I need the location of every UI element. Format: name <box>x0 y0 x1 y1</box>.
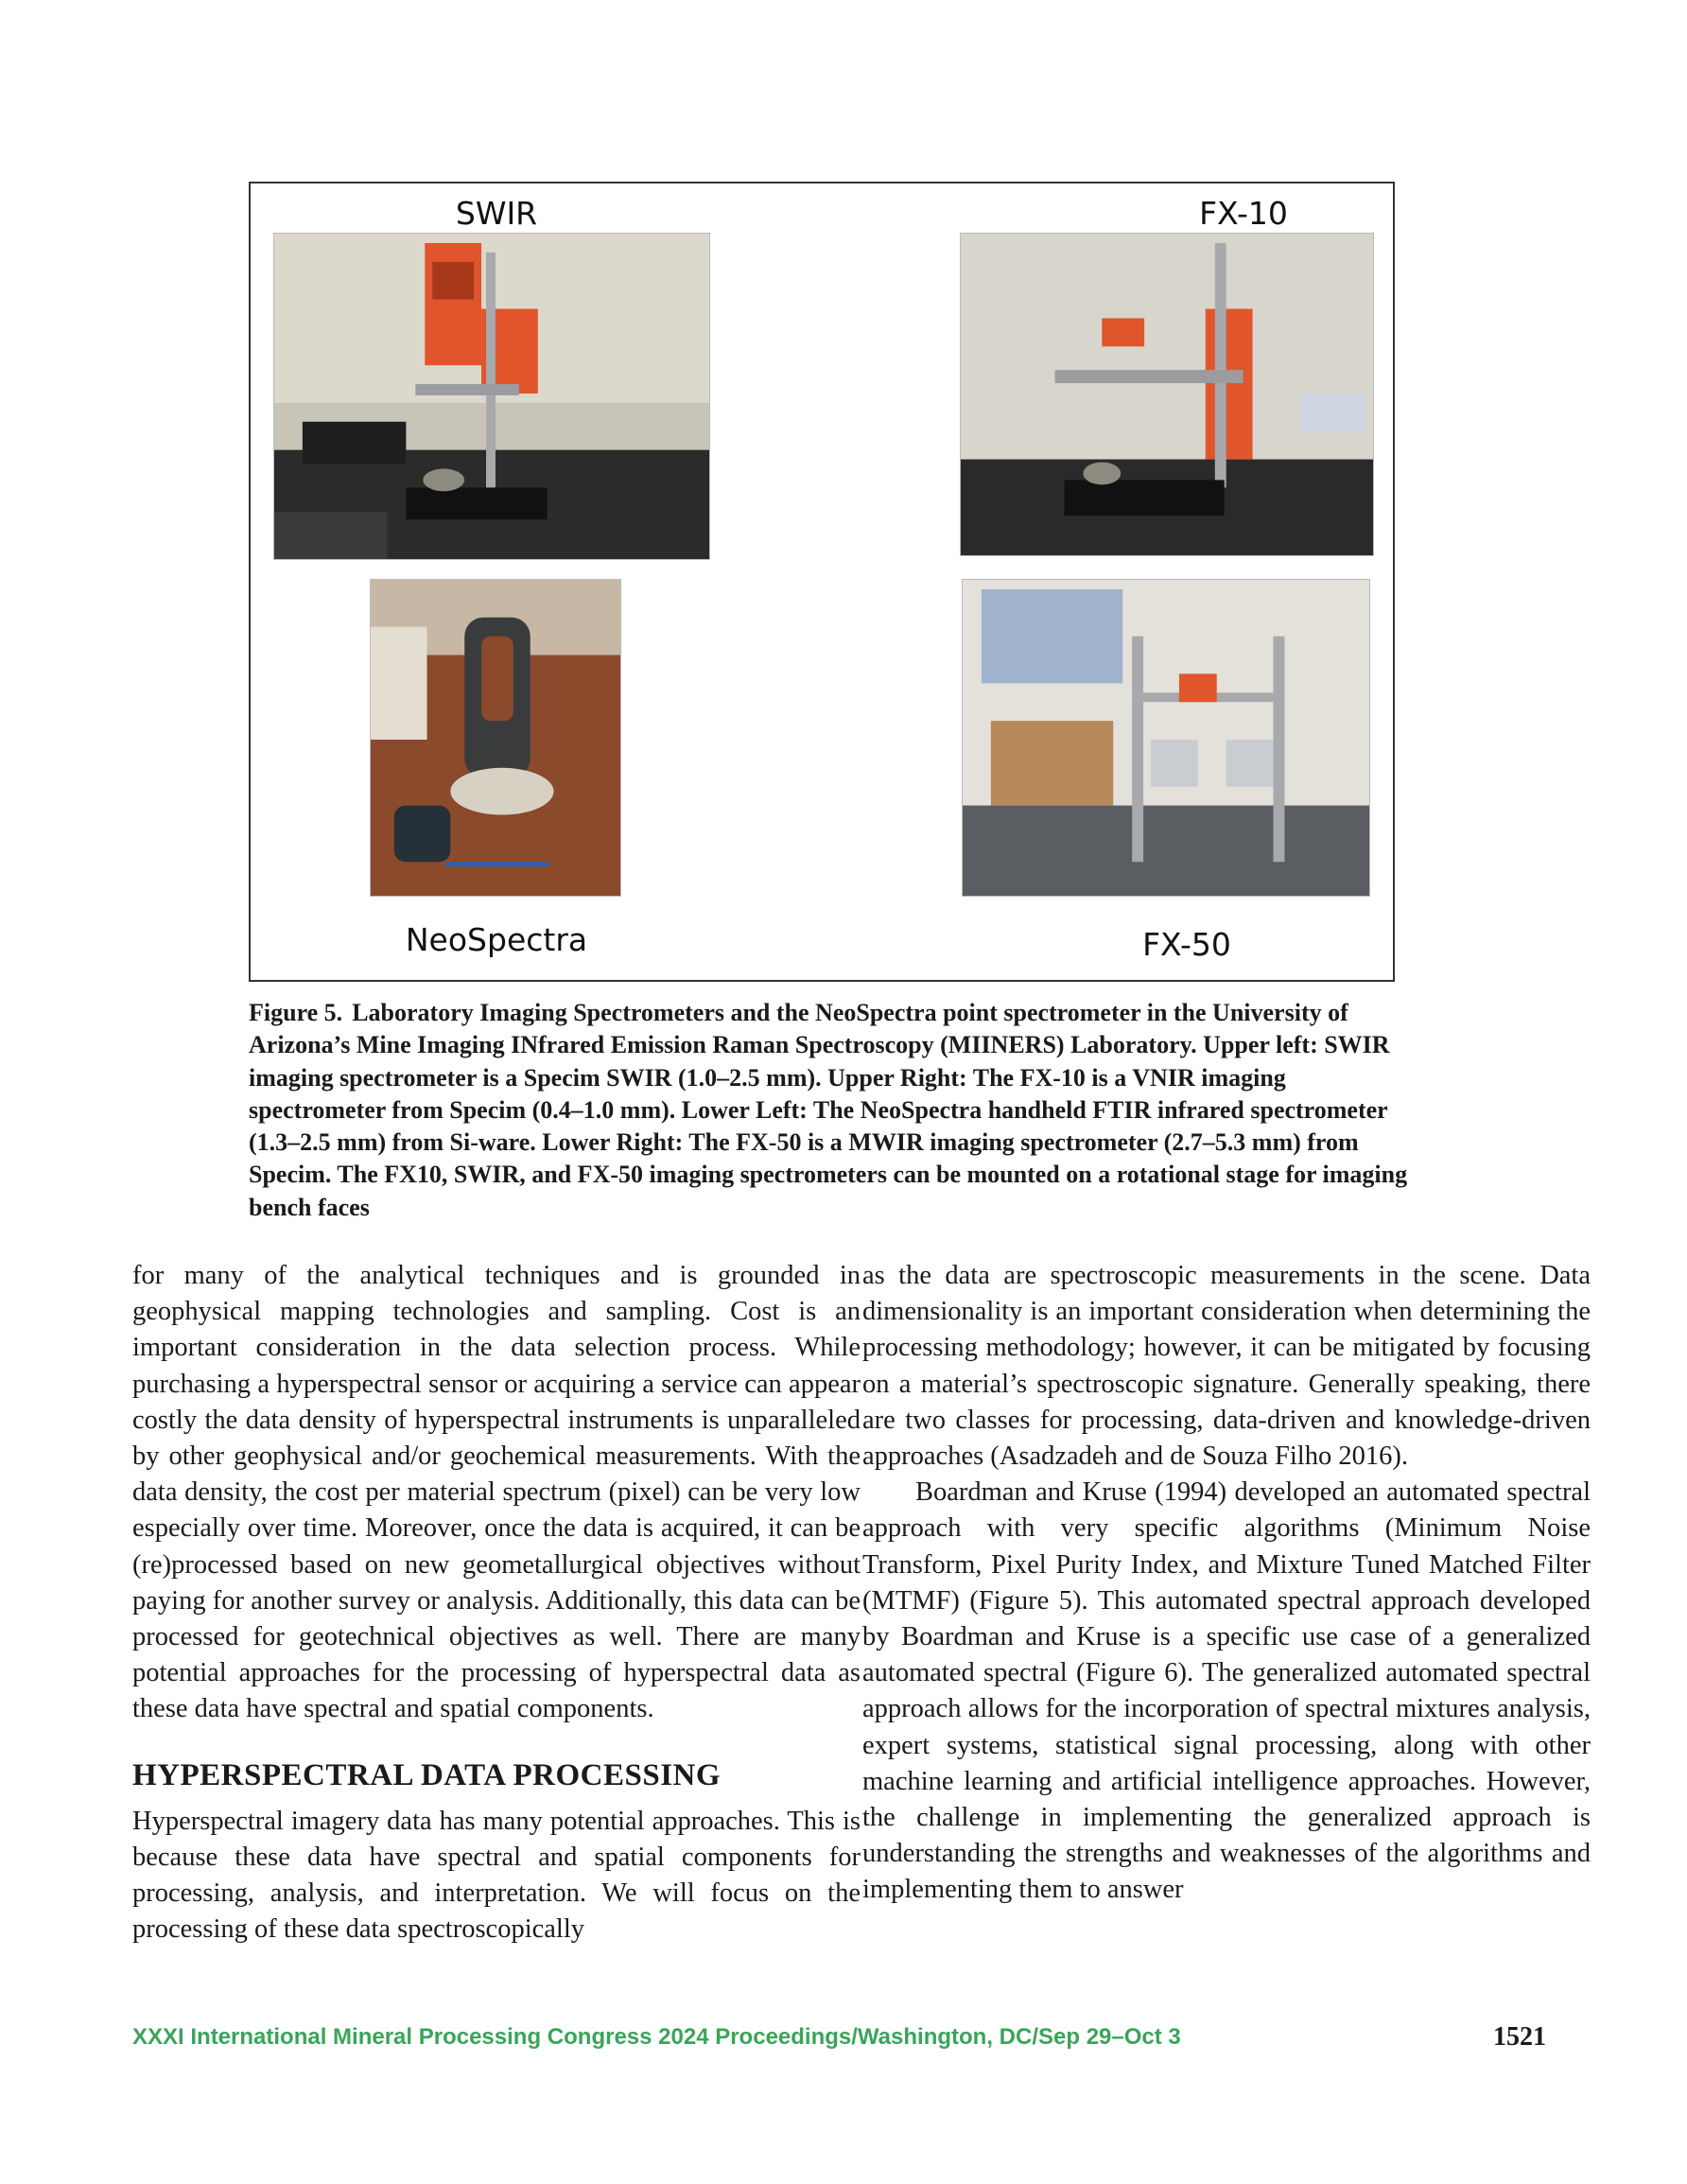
panel-label-fx50: FX-50 <box>1142 926 1231 963</box>
footer-proceedings: XXXI International Mineral Processing Congress 2024 Proceedings/Washington, DC/Sep 29–Oct 3 <box>132 2024 1181 2050</box>
panel-label-fx10: FX-10 <box>1199 195 1288 232</box>
photo-fx50 <box>962 579 1370 897</box>
right-paragraph-1: as the data are spectroscopic measurements in the scene. Data dimensionality is an important consideration when determining the processing methodology; however, it can be mitigated by focusing on a material’s spectroscopic signature. Generally speaking, there are two classes for processing, data-driven and knowledge-driven approaches (Asadzadeh and de Souza Filho 2016). <box>862 1261 1591 1472</box>
figure-5 <box>249 182 1395 982</box>
figure-caption-text: Laboratory Imaging Spectrometers and the NeoSpectra point spectrometer in the University of Arizona’s Mine Imaging INfrared Emission Raman Spectroscopy (MIINERS) Laboratory. Upper left: SWIR imaging spectrometer is a Specim SWIR (1.0–2.5 mm). Upper Right: The FX-10 is a VNIR imaging spectrometer from Specim (0.4–1.0 mm). Lower Left: The NeoSpectra handheld FTIR infrared spectrometer (1.3–2.5 mm) from Si-ware. Lower Right: The FX-50 is a MWIR imaging spectrometer (2.7–5.3 mm) from Specim. The FX10, SWIR, and FX-50 imaging spectrometers can be mounted on a rotational stage for imaging bench faces <box>249 999 1408 1221</box>
right-column <box>862 1258 1591 1909</box>
page-footer <box>132 2024 1546 2062</box>
section-heading: HYPERSPECTRAL DATA PROCESSING <box>132 1757 722 1792</box>
photo-fx10 <box>960 233 1374 556</box>
panel-label-neospectra: NeoSpectra <box>405 921 588 958</box>
photo-swir <box>273 233 710 560</box>
left-paragraph-1: for many of the analytical techniques and is grounded in geophysical mapping technologies and sampling. Cost is an important consideration in the data selection process. While purchasing a hyperspectral sensor or acquiring a service can appear costly the data density of hyperspectral instruments is unparalleled by other geophysical and/or geochemical measurements. With the data density, the cost per material spectrum (pixel) can be very low especially over time. Moreover, once the data is acquired, it can be (re)processed based on new geometallurgical objectives without paying for another survey or analysis. Additionally, this data can be processed for geotechnical objectives as well. There are many potential approaches for the processing of hyperspectral data as these data have spectral and spatial components. <box>132 1261 861 1724</box>
panel-label-swir: SWIR <box>455 195 538 232</box>
figure-number: Figure 5. <box>249 999 343 1026</box>
left-column <box>132 1258 861 1948</box>
photo-neospectra <box>370 579 621 897</box>
figure-caption <box>249 997 1412 1224</box>
left-paragraph-2: Hyperspectral imagery data has many potential approaches. This is because these data have spectral and spatial components for processing, analysis, and interpretation. We will focus on the processing of these data spectroscopically <box>132 1806 861 1945</box>
right-paragraph-2: Boardman and Kruse (1994) developed an automated spectral approach with very specific algorithms (Minimum Noise Transform, Pixel Purity Index, and Mixture Tuned Matched Filter (MTMF) (Figure 5). This automated spectral approach developed by Boardman and Kruse is a specific use case of a generalized automated spectral (Figure 6). The generalized automated spectral approach allows for the incorporation of spectral mixtures analysis, expert systems, statistical signal processing, along with other machine learning and artificial intelligence approaches. However, the challenge in implementing the generalized approach is understanding the strengths and weaknesses of the algorithms and implementing them to answer <box>862 1477 1591 1905</box>
page-number: 1521 <box>1493 2022 1546 2052</box>
